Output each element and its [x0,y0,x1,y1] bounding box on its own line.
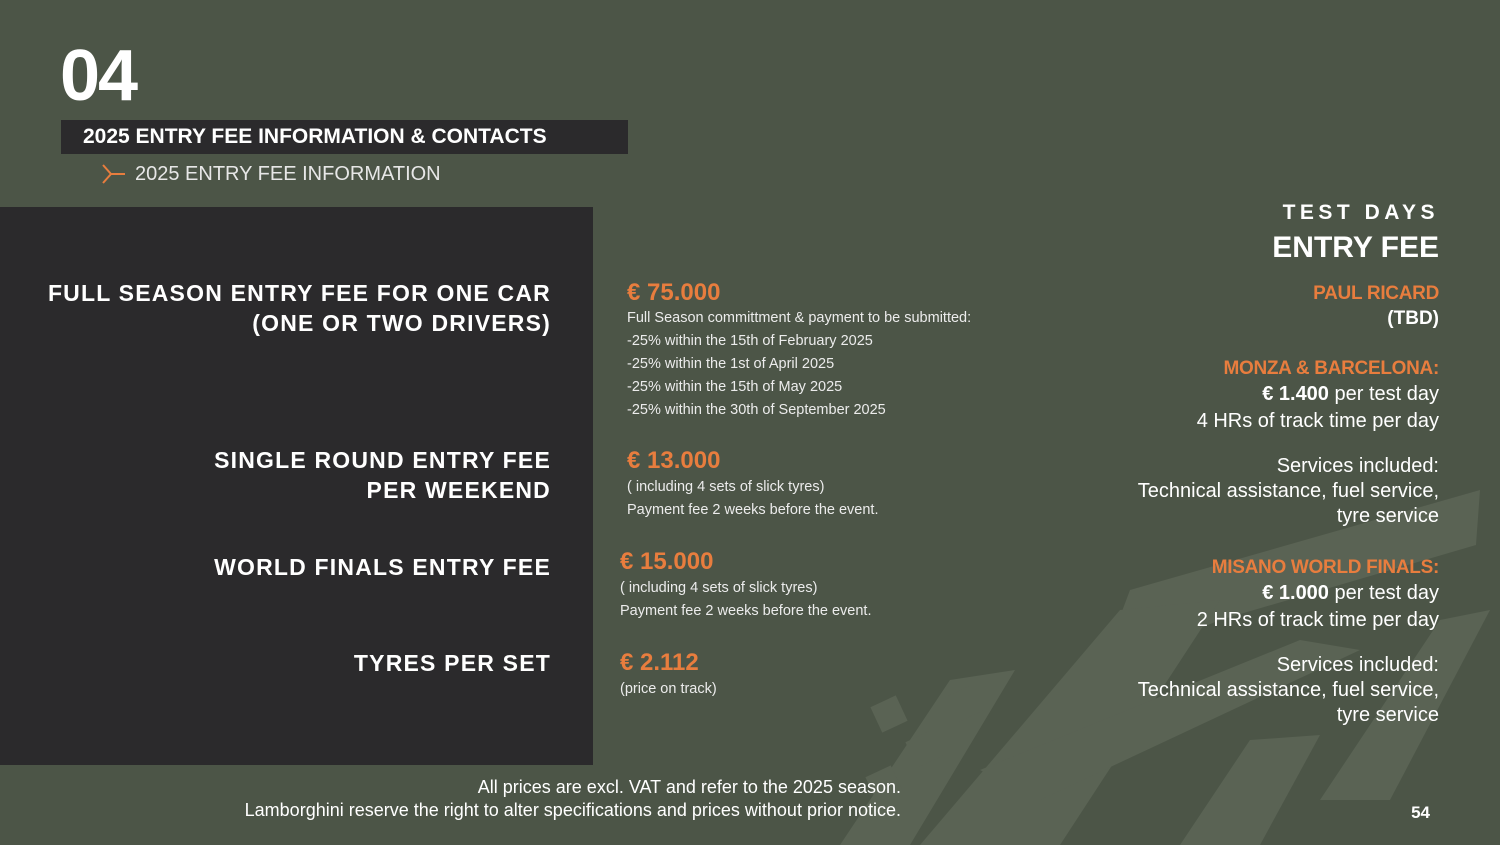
fee-note: -25% within the 15th of May 2025 [627,379,843,395]
arrow-chevron-icon [100,162,126,186]
fee-label-world-finals [214,552,551,582]
test-day-rate [1138,580,1439,606]
fee-label-line: (ONE OR TWO DRIVERS) [252,310,551,336]
fee-note: ( including 4 sets of slick tyres) [620,580,818,596]
section-title-bar [61,120,628,154]
page-number: 54 [1411,803,1430,822]
track-time: 4 HRs of track time per day [1196,410,1439,432]
venue-name: PAUL RICARD [1313,283,1439,304]
fee-note: Payment fee 2 weeks before the event. [620,603,872,619]
fee-detail-tyres [620,648,717,701]
fee-detail-world-finals [620,547,871,623]
fee-note: -25% within the 1st of April 2025 [627,356,835,372]
venue-name: MONZA & BARCELONA: [1223,358,1439,379]
fee-note: Payment fee 2 weeks before the event. [627,502,879,518]
fee-label-single-round [214,445,551,505]
services-line: tyre service [1336,704,1439,726]
section-title: 2025 ENTRY FEE INFORMATION & CONTACTS [83,125,547,148]
footer-disclaimer [245,776,901,822]
fee-detail-single-round [627,446,878,522]
services-line: Technical assistance, fuel service, [1137,679,1439,701]
services-line: Services included: [1276,654,1439,676]
fee-label-line: WORLD FINALS ENTRY FEE [214,554,551,580]
services-line: Services included: [1276,455,1439,477]
paul-ricard-block [1313,281,1439,331]
fee-note: ( including 4 sets of slick tyres) [627,479,825,495]
services-line: Technical assistance, fuel service, [1137,480,1439,502]
test-day-price-suffix: per test day [1328,383,1439,405]
section-number: 04 [60,36,137,116]
track-time: 2 HRs of track time per day [1196,609,1439,631]
fee-label-line: FULL SEASON ENTRY FEE FOR ONE CAR [47,280,551,306]
test-days-subheading: ENTRY FEE [1272,231,1439,264]
fee-note: Full Season committment & payment to be submitted: [627,310,972,326]
fee-price: € 75.000 [627,279,721,306]
subsection-breadcrumb [100,162,441,186]
venue-status: (TBD) [1387,308,1439,329]
test-day-price: € 1.400 [1262,383,1329,405]
subsection-label: 2025 ENTRY FEE INFORMATION [135,162,441,185]
venue-name: MISANO WORLD FINALS: [1211,557,1439,578]
test-day-price: € 1.000 [1262,582,1329,604]
fee-detail-full-season [627,278,971,422]
test-day-price-suffix: per test day [1328,582,1439,604]
fee-label-full-season [48,278,551,338]
misano-block [1138,555,1439,728]
fee-label-line: SINGLE ROUND ENTRY FEE [214,447,551,473]
fee-label-line: PER WEEKEND [366,477,551,503]
fee-label-line: TYRES PER SET [353,650,551,676]
fee-label-tyres [354,648,551,678]
footer-line: All prices are excl. VAT and refer to the 2025 season. [477,777,901,797]
footer-line: Lamborghini reserve the right to alter specifications and prices without prior notice. [244,800,901,820]
test-days-heading: TEST DAYS [1282,201,1439,224]
fee-price: € 2.112 [620,649,699,676]
test-day-rate [1138,381,1439,407]
fee-price: € 15.000 [620,548,714,575]
fee-note: -25% within the 30th of September 2025 [627,402,886,418]
services-line: tyre service [1336,505,1439,527]
fee-note: -25% within the 15th of February 2025 [627,333,873,349]
monza-barcelona-block [1138,356,1439,529]
fee-price: € 13.000 [627,447,721,474]
fee-note: (price on track) [620,681,717,697]
